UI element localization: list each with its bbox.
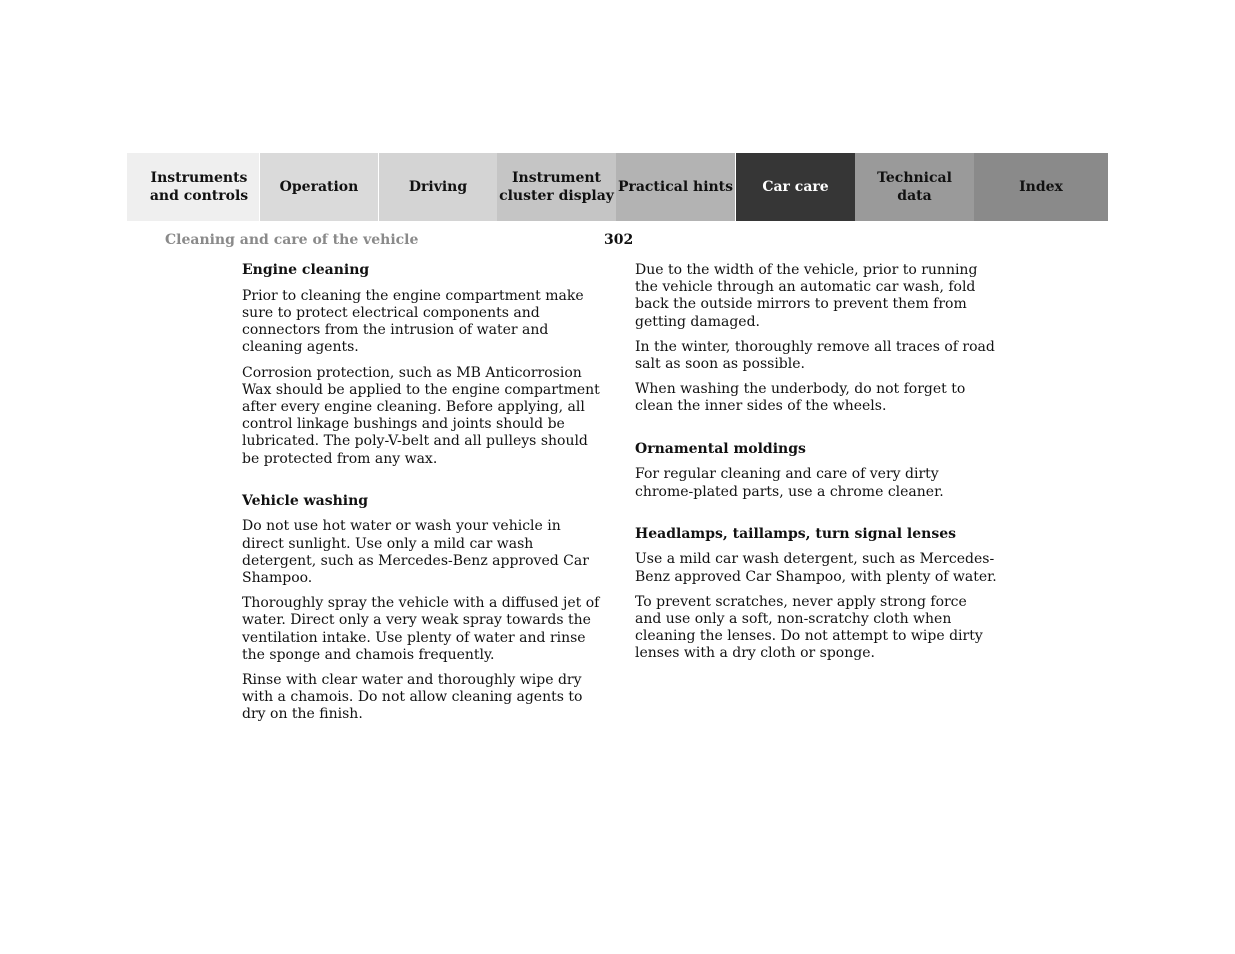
paragraph: Corrosion protection, such as MB Anticorrosion Wax should be applied to the engine compartment after every engine cleaning. Before applying, all control linkage bushings and joints should be lubricated. The poly-V-belt and all pulleys should be protected from any wax.	[242, 364, 600, 467]
right-column	[635, 262, 997, 671]
paragraph: Due to the width of the vehicle, prior to running the vehicle through an automatic car wash, fold back the outside mirrors to prevent them from getting damaged.	[635, 262, 978, 330]
paragraph: For regular cleaning and care of very dirty chrome-plated parts, use a chrome cleaner.	[635, 466, 944, 500]
heading-ornamental-moldings: Ornamental moldings	[635, 440, 806, 457]
paragraph: Use a mild car wash detergent, such as Mercedes-Benz approved Car Shampoo, with plenty of water.	[635, 551, 997, 585]
tab-practical-hints[interactable]: Practical hints	[616, 153, 735, 221]
tab-index[interactable]: Index	[974, 153, 1108, 221]
paragraph: Thoroughly spray the vehicle with a diffused jet of water. Direct only a very weak spray towards the ventilation intake. Use plenty of water and rinse the sponge and chamois frequently.	[242, 595, 600, 663]
tab-car-care[interactable]: Car care	[735, 153, 855, 221]
tab-instrument-cluster-display[interactable]: Instrument cluster display	[497, 153, 616, 221]
left-column	[242, 262, 604, 732]
paragraph: When washing the underbody, do not forget to clean the inner sides of the wheels.	[635, 381, 966, 415]
paragraph: In the winter, thoroughly remove all traces of road salt as soon as possible.	[635, 338, 995, 373]
chapter-tab-bar	[127, 153, 1108, 221]
heading-vehicle-washing: Vehicle washing	[242, 492, 369, 509]
section-title: Cleaning and care of the vehicle	[165, 232, 419, 248]
tab-driving[interactable]: Driving	[378, 153, 497, 221]
paragraph: To prevent scratches, never apply strong force and use only a soft, non-scratchy cloth when cleaning the lenses. Do not attempt to wipe dirty lenses with a dry cloth or sponge.	[635, 593, 983, 662]
page-number: 302	[604, 232, 634, 248]
heading-engine-cleaning: Engine cleaning	[242, 262, 370, 278]
tab-technical-data[interactable]: Technical data	[855, 153, 974, 221]
paragraph: Rinse with clear water and thoroughly wipe dry with a chamois. Do not allow cleaning agents to dry on the finish.	[242, 672, 583, 723]
paragraph: Prior to cleaning the engine compartment make sure to protect electrical components and connectors from the intrusion of water and cleaning agents.	[242, 287, 584, 356]
paragraph: Do not use hot water or wash your vehicle in direct sunlight. Use only a mild car wash detergent, such as Mercedes-Benz approved Car Shampoo.	[242, 518, 589, 587]
heading-headlamps: Headlamps, taillamps, turn signal lenses	[635, 525, 956, 542]
tab-operation[interactable]: Operation	[259, 153, 378, 221]
tab-instruments-and-controls[interactable]: Instruments and controls	[127, 153, 259, 221]
